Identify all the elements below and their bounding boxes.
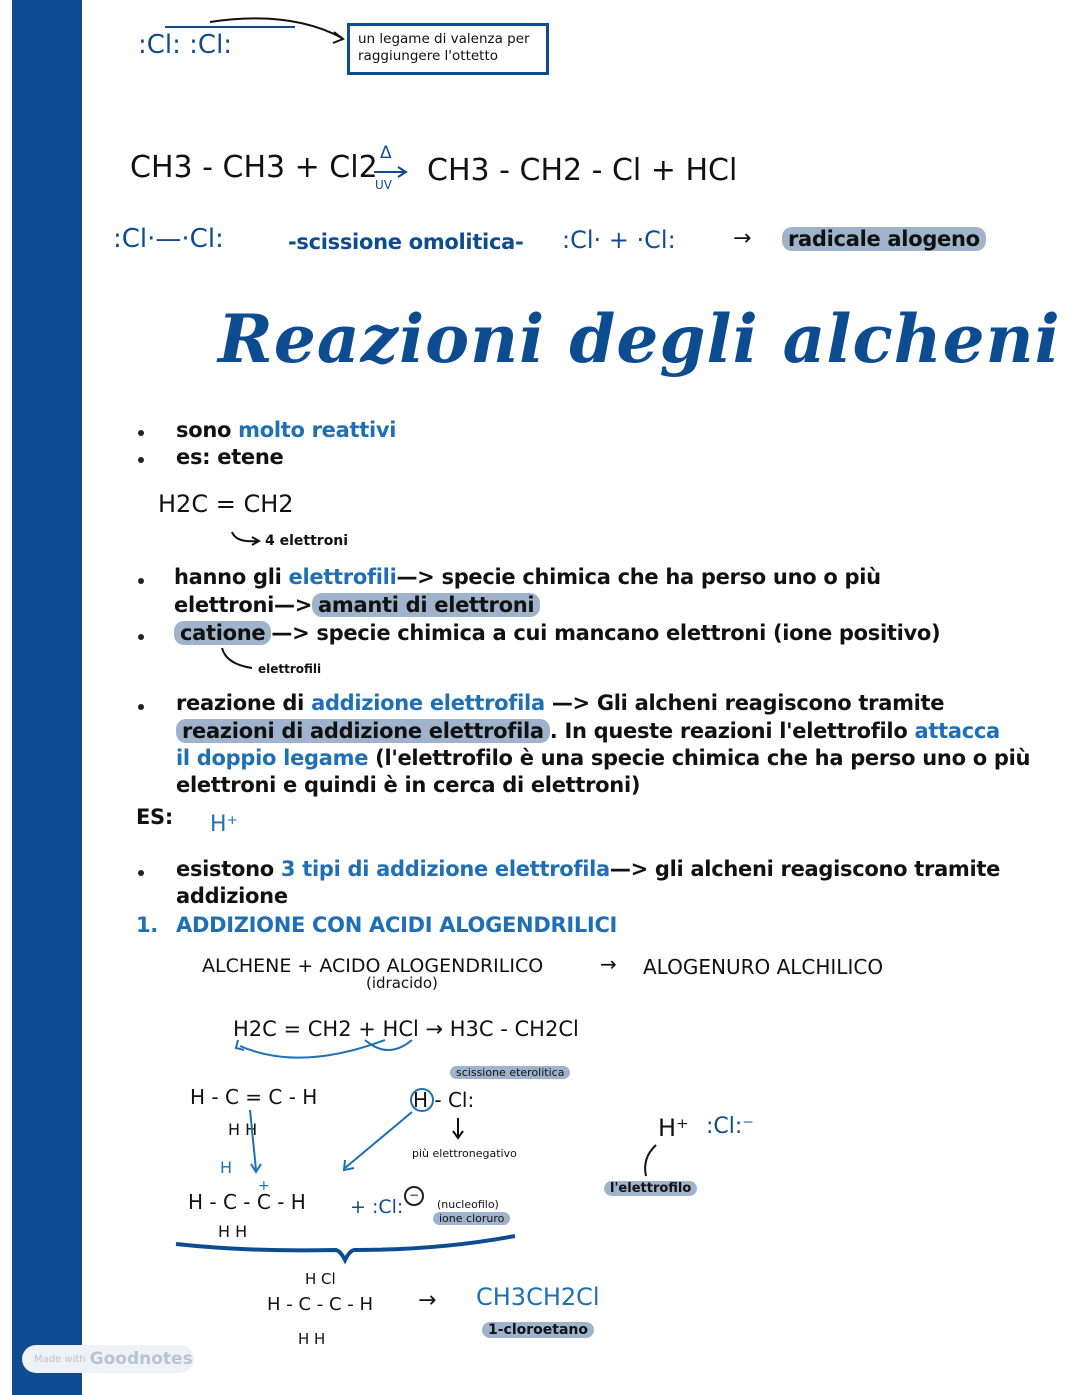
cl-split: :Cl·—·Cl: [113,224,224,254]
cation-bottom-h: H H [218,1222,248,1241]
point-5-highlight: reazioni di addizione elettrofila [176,719,550,743]
delta-label: Δ [380,143,392,163]
product-formula: CH3CH2Cl [476,1283,600,1311]
point-4-note: elettrofili [258,662,322,676]
chloride-charge: − [404,1186,424,1206]
point-6-b: —> gli alcheni reagiscono tramite [609,857,1001,881]
product-name-highlight: 1-cloroetano [482,1322,594,1338]
cl-pair: :Cl: :Cl: [138,30,233,60]
point-4-b: —> specie chimica a cui mancano elettroni (ione positivo) [271,621,941,645]
point-5-c: . In queste reazioni l'elettrofilo [549,719,915,743]
cation-charge: + [258,1178,270,1194]
point-3-b: —> specie chimica che ha perso uno o più [396,565,881,589]
chloride-ion: + :Cl: [350,1196,404,1218]
point-6-line2: addizione [176,884,288,908]
point-3-emphasis: elettrofili [288,565,397,589]
h-plus: H⁺ [210,812,239,837]
etene-formula: H2C = CH2 [158,490,294,518]
brand-label: Goodnotes [89,1349,193,1369]
cation-top-h: H [220,1158,233,1177]
cation-structure: H - C - C - H [188,1190,306,1214]
point-1-prefix: sono [176,418,239,442]
chloride-anion: :Cl:⁻ [706,1114,754,1139]
electronegative-note: più elettronegativo [412,1147,517,1160]
radical-label-highlight: radicale alogeno [782,227,986,251]
made-with-label: Made with [34,1353,86,1365]
scission-label: -scissione omolitica- [288,230,524,254]
valence-note-line1: un legame di valenza per [358,31,530,47]
point-3-a: hanno gli [174,565,289,589]
point-3-highlight: amanti di elettroni [312,593,540,617]
etene-structure: H - C = C - H [190,1085,318,1109]
product-bottom: H H [298,1330,326,1348]
electrophile-h: H⁺ [658,1114,689,1142]
product-structure: H - C - C - H [267,1294,374,1315]
uv-label: UV [375,178,392,192]
point-5-a: reazione di [176,691,312,715]
nucleophile-note: (nucleofilo) [437,1198,499,1211]
point-5-emphasis: addizione elettrofila [311,691,545,715]
equation-right: CH3 - CH2 - Cl + HCl [427,153,738,188]
idracido-note: (idracido) [366,974,438,992]
point-5-line4: elettroni e quindi è in cerca di elettroni) [176,773,641,797]
radical-arrow: → [733,226,752,251]
point-6-a: esistono [176,857,281,881]
word-equation-arrow: → [600,952,617,976]
word-equation-left: ALCHENE + ACIDO ALOGENDRILICO [202,955,544,977]
section-number: 1. [136,913,158,937]
point-5-emphasis-2: attacca [914,719,1000,743]
point-5-d: (l'elettrofilo è una specie chimica che ha perso uno o più [368,746,1031,770]
point-3-c: elettroni—> [174,593,312,617]
valence-note-line2: raggiungere l'ottetto [358,48,499,64]
product-top: H Cl [305,1270,336,1288]
electrophile-highlight: l'elettrofilo [604,1181,697,1196]
word-equation-right: ALOGENURO ALCHILICO [643,955,884,979]
point-5-emphasis-3: il doppio legame [176,746,369,770]
point-5-b: —> Gli alcheni reagiscono tramite [544,691,945,715]
heterolytic-highlight: scissione eterolitica [450,1066,570,1079]
es-label: ES: [136,805,173,829]
addition-equation: H2C = CH2 + HCl → H3C - CH2Cl [233,1017,579,1041]
equation-left: CH3 - CH3 + Cl2 [130,150,378,185]
point-2: es: etene [176,445,284,469]
point-1-emphasis: molto reattivi [238,418,397,442]
etene-note: 4 elettroni [265,533,349,549]
product-arrow: → [418,1288,437,1313]
page-title: Reazioni degli alcheni [218,300,1061,378]
goodnotes-badge [22,1345,194,1373]
point-4-highlight: catione [174,621,271,645]
etene-structure-h: H H [228,1120,258,1139]
cl-radicals: :Cl· + ·Cl: [562,226,676,254]
point-6-emphasis: 3 tipi di addizione elettrofila [280,857,610,881]
section-title: ADDIZIONE CON ACIDI ALOGENDRILICI [176,913,618,937]
chloride-ion-highlight: ione cloruro [433,1212,510,1225]
hcl-structure: H - Cl: [413,1088,475,1112]
